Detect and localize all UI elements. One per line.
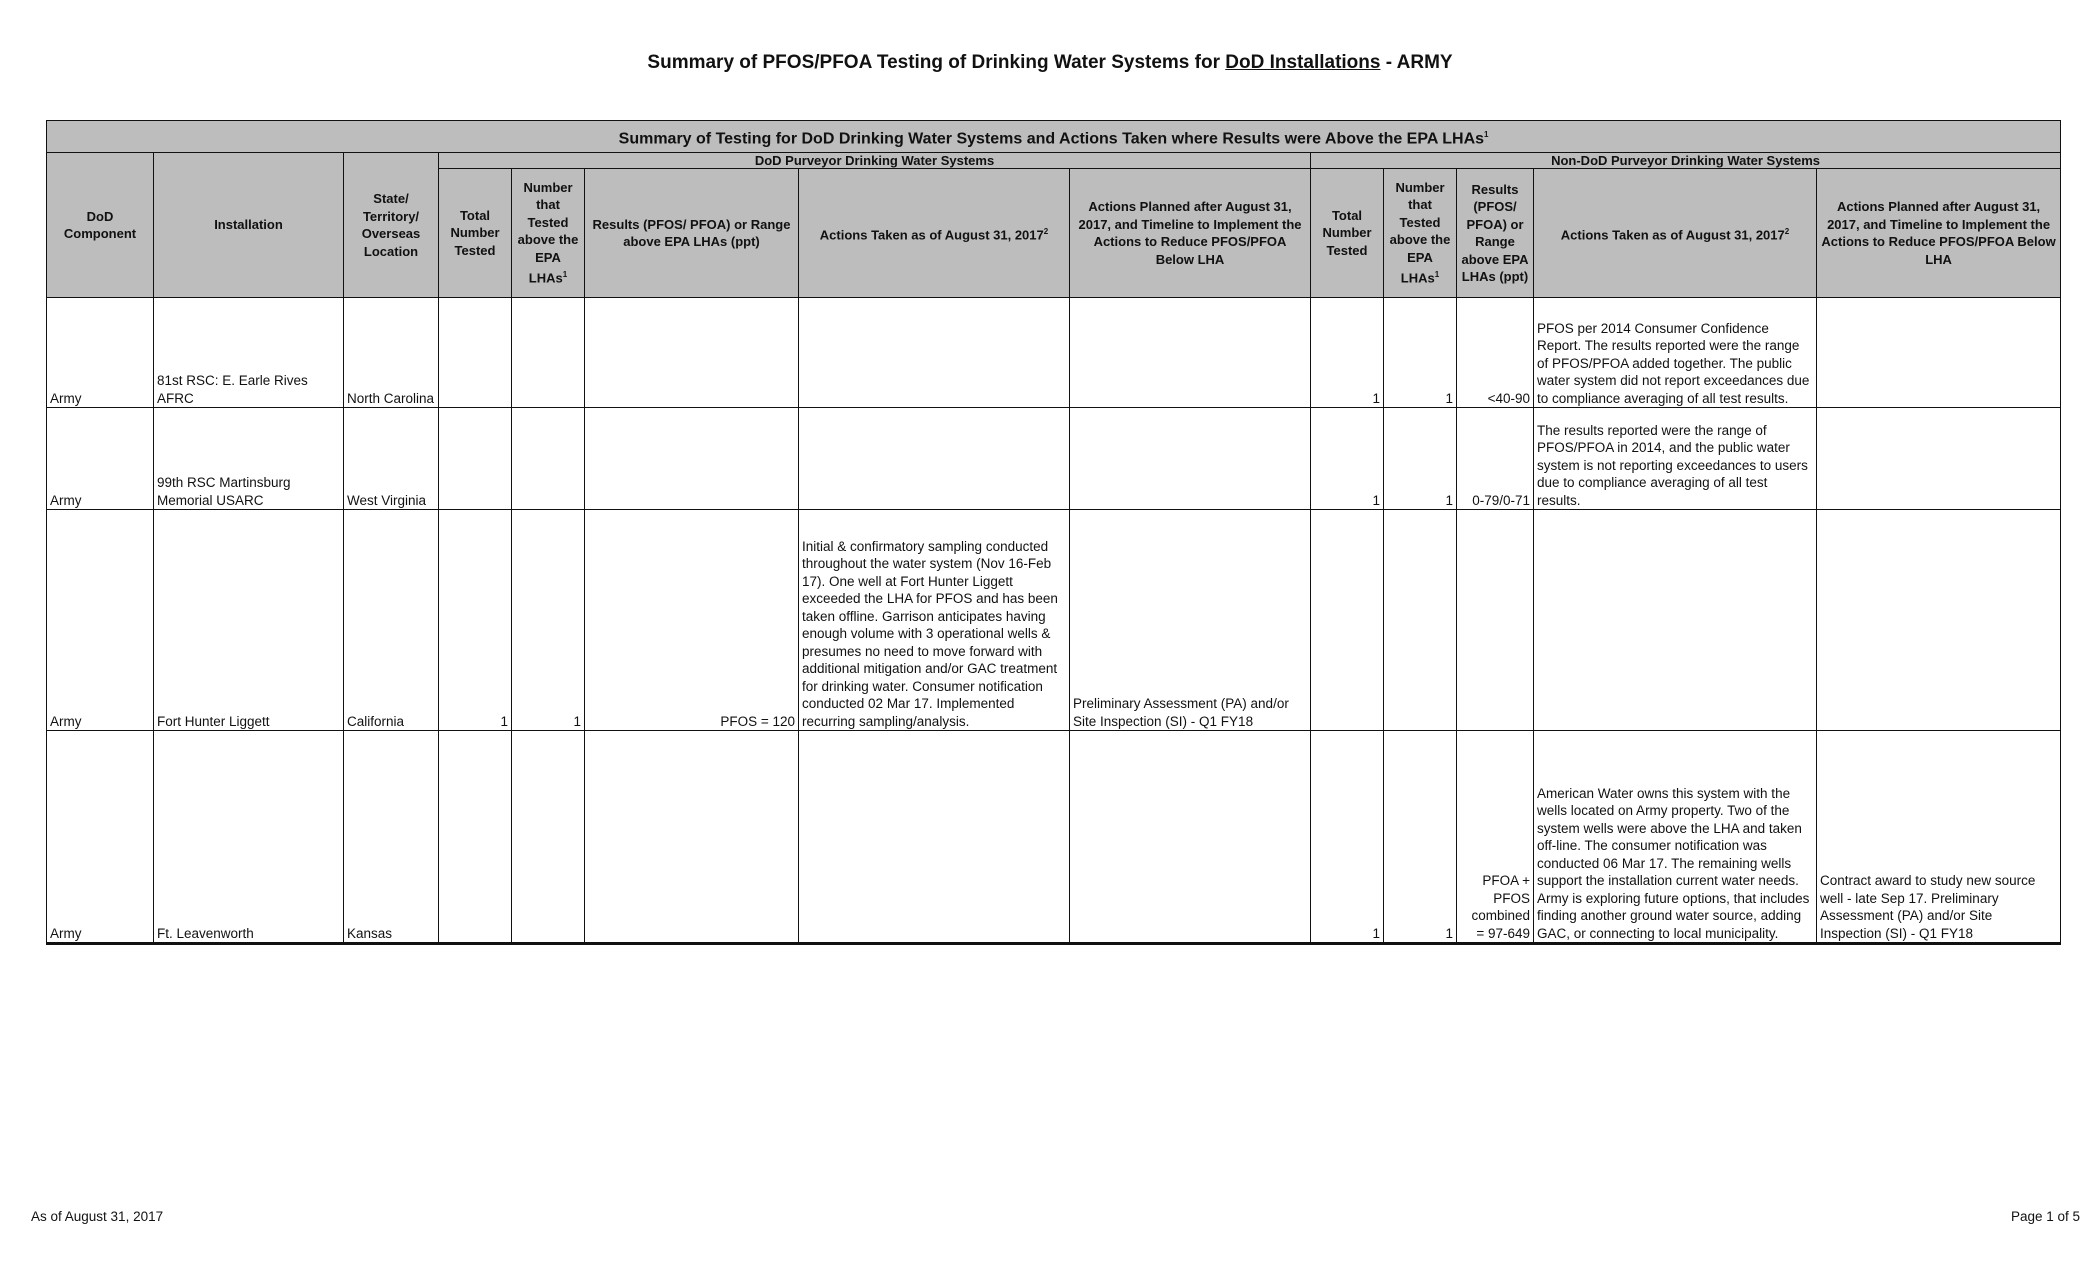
- cell-installation: Ft. Leavenworth: [154, 731, 344, 944]
- cell-dod-actions-planned: [1070, 298, 1311, 408]
- cell-component: Army: [47, 731, 154, 944]
- table-main-header-text: Summary of Testing for DoD Drinking Water Systems and Actions Taken where Results were Above the EPA LHAs: [618, 129, 1485, 147]
- cell-non-results: PFOA + PFOS combined = 97-649: [1457, 731, 1534, 944]
- col-header-dod-above-text: Number that Tested above the EPA LHAs: [517, 179, 579, 286]
- cell-non-above: 1: [1384, 298, 1457, 408]
- cell-dod-total: 1: [439, 510, 512, 731]
- col-header-dod-total: Total Number Tested: [439, 169, 512, 298]
- cell-non-actions-planned: [1817, 298, 2061, 408]
- cell-dod-results: PFOS = 120: [585, 510, 799, 731]
- table-main-header-sup: 1: [1484, 129, 1489, 139]
- cell-dod-above: 1: [512, 510, 585, 731]
- cell-non-total: [1311, 510, 1384, 731]
- table-row: [47, 731, 2061, 944]
- col-header-non-above: [1384, 169, 1457, 298]
- cell-dod-actions-planned: Preliminary Assessment (PA) and/or Site Inspection (SI) - Q1 FY18: [1070, 510, 1311, 731]
- cell-dod-results: [585, 731, 799, 944]
- col-header-dod-above-sup: 1: [562, 270, 568, 280]
- cell-state: Kansas: [344, 731, 439, 944]
- cell-dod-actions-planned: [1070, 408, 1311, 510]
- cell-dod-total: [439, 731, 512, 944]
- cell-dod-actions-taken: [799, 408, 1070, 510]
- cell-component: Army: [47, 510, 154, 731]
- col-header-dod-actions-taken-text: Actions Taken as of August 31, 2017: [819, 226, 1044, 242]
- col-header-dod-actions-taken: [799, 169, 1070, 298]
- cell-non-actions-planned: [1817, 408, 2061, 510]
- cell-component: Army: [47, 408, 154, 510]
- col-header-dod-above: [512, 169, 585, 298]
- cell-dod-actions-planned: [1070, 731, 1311, 944]
- col-header-non-results: Results (PFOS/ PFOA) or Range above EPA LHAs (ppt): [1457, 169, 1534, 298]
- page-title: [0, 52, 2100, 74]
- table-row: [47, 510, 2061, 731]
- cell-non-total: 1: [1311, 731, 1384, 944]
- cell-state: West Virginia: [344, 408, 439, 510]
- col-header-non-above-text: Number that Tested above the EPA LHAs: [1389, 179, 1451, 286]
- cell-installation: 99th RSC Martinsburg Memorial USARC: [154, 408, 344, 510]
- cell-dod-above: [512, 731, 585, 944]
- col-header-non-actions-taken-sup: 2: [1784, 226, 1790, 236]
- page-title-prefix: Summary of PFOS/PFOA Testing of Drinking Water Systems for: [647, 52, 1226, 73]
- cell-dod-actions-taken: Initial & confirmatory sampling conducted throughout the water system (Nov 16-Feb 17). One well at Fort Hunter Liggett exceeded the LHA for PFOS and has been taken offline. Garrison anticipates having enough volume with 3 operational wells & presumes no need to move forward with additional mitigation and/or GAC treatment for drinking water. Consumer notification conducted 02 Mar 17. Implemented recurring sampling/analysis.: [799, 510, 1070, 731]
- cell-non-actions-planned: Contract award to study new source well - late Sep 17. Preliminary Assessment (PA) and/or Site Inspection (SI) - Q1 FY18: [1817, 731, 2061, 944]
- cell-dod-total: [439, 298, 512, 408]
- cell-non-total: 1: [1311, 298, 1384, 408]
- col-header-non-actions-planned: Actions Planned after August 31, 2017, and Timeline to Implement the Actions to Reduce PFOS/PFOA Below LHA: [1817, 169, 2061, 298]
- cell-non-results: <40-90: [1457, 298, 1534, 408]
- group-header-nondod: Non-DoD Purveyor Drinking Water Systems: [1311, 153, 2061, 169]
- cell-state: North Carolina: [344, 298, 439, 408]
- cell-dod-total: [439, 408, 512, 510]
- col-header-non-actions-taken-text: Actions Taken as of August 31, 2017: [1560, 226, 1785, 242]
- table-row: [47, 408, 2061, 510]
- cell-dod-above: [512, 408, 585, 510]
- cell-non-above: 1: [1384, 731, 1457, 944]
- cell-dod-results: [585, 298, 799, 408]
- cell-non-results: 0-79/0-71: [1457, 408, 1534, 510]
- cell-state: California: [344, 510, 439, 731]
- col-header-dod-actions-planned: Actions Planned after August 31, 2017, and Timeline to Implement the Actions to Reduce PFOS/PFOA Below LHA: [1070, 169, 1311, 298]
- cell-non-actions-planned: [1817, 510, 2061, 731]
- cell-non-actions-taken: The results reported were the range of PFOS/PFOA in 2014, and the public water system is not reporting exceedances to users due to compliance averaging of all test results.: [1534, 408, 1817, 510]
- group-header-dod: DoD Purveyor Drinking Water Systems: [439, 153, 1311, 169]
- cell-non-total: 1: [1311, 408, 1384, 510]
- cell-non-above: 1: [1384, 408, 1457, 510]
- cell-non-actions-taken: [1534, 510, 1817, 731]
- footer-date: As of August 31, 2017: [31, 1209, 164, 1224]
- cell-dod-above: [512, 298, 585, 408]
- cell-dod-actions-taken: [799, 298, 1070, 408]
- page-title-underlined: DoD Installations: [1225, 52, 1381, 73]
- cell-non-actions-taken: American Water owns this system with the wells located on Army property. Two of the system wells were above the LHA and taken off-line. The consumer notification was conducted 06 Mar 17. The remaining wells support the installation current water needs. Army is exploring future options, that includes finding another ground water source, adding GAC, or connecting to local municipality.: [1534, 731, 1817, 944]
- cell-non-actions-taken: PFOS per 2014 Consumer Confidence Report. The results reported were the range of PFOS/PFOA added together. The public water system did not report exceedances due to compliance averaging of all test results.: [1534, 298, 1817, 408]
- page-title-suffix: - ARMY: [1380, 52, 1453, 73]
- footer-page-number: Page 1 of 5: [2010, 1209, 2080, 1224]
- col-header-state: State/ Territory/ Overseas Location: [344, 153, 439, 298]
- col-header-dod-results: Results (PFOS/ PFOA) or Range above EPA LHAs (ppt): [585, 169, 799, 298]
- col-header-non-actions-taken: [1534, 169, 1817, 298]
- cell-installation: 81st RSC: E. Earle Rives AFRC: [154, 298, 344, 408]
- summary-table: [46, 120, 2061, 945]
- cell-non-results: [1457, 510, 1534, 731]
- cell-installation: Fort Hunter Liggett: [154, 510, 344, 731]
- col-header-dod-actions-taken-sup: 2: [1043, 226, 1049, 236]
- table-row: [47, 298, 2061, 408]
- cell-dod-actions-taken: [799, 731, 1070, 944]
- col-header-component: DoD Component: [47, 153, 154, 298]
- col-header-non-total: Total Number Tested: [1311, 169, 1384, 298]
- table-main-header: [47, 121, 2061, 153]
- cell-component: Army: [47, 298, 154, 408]
- cell-dod-results: [585, 408, 799, 510]
- col-header-non-above-sup: 1: [1434, 270, 1440, 280]
- col-header-installation: Installation: [154, 153, 344, 298]
- cell-non-above: [1384, 510, 1457, 731]
